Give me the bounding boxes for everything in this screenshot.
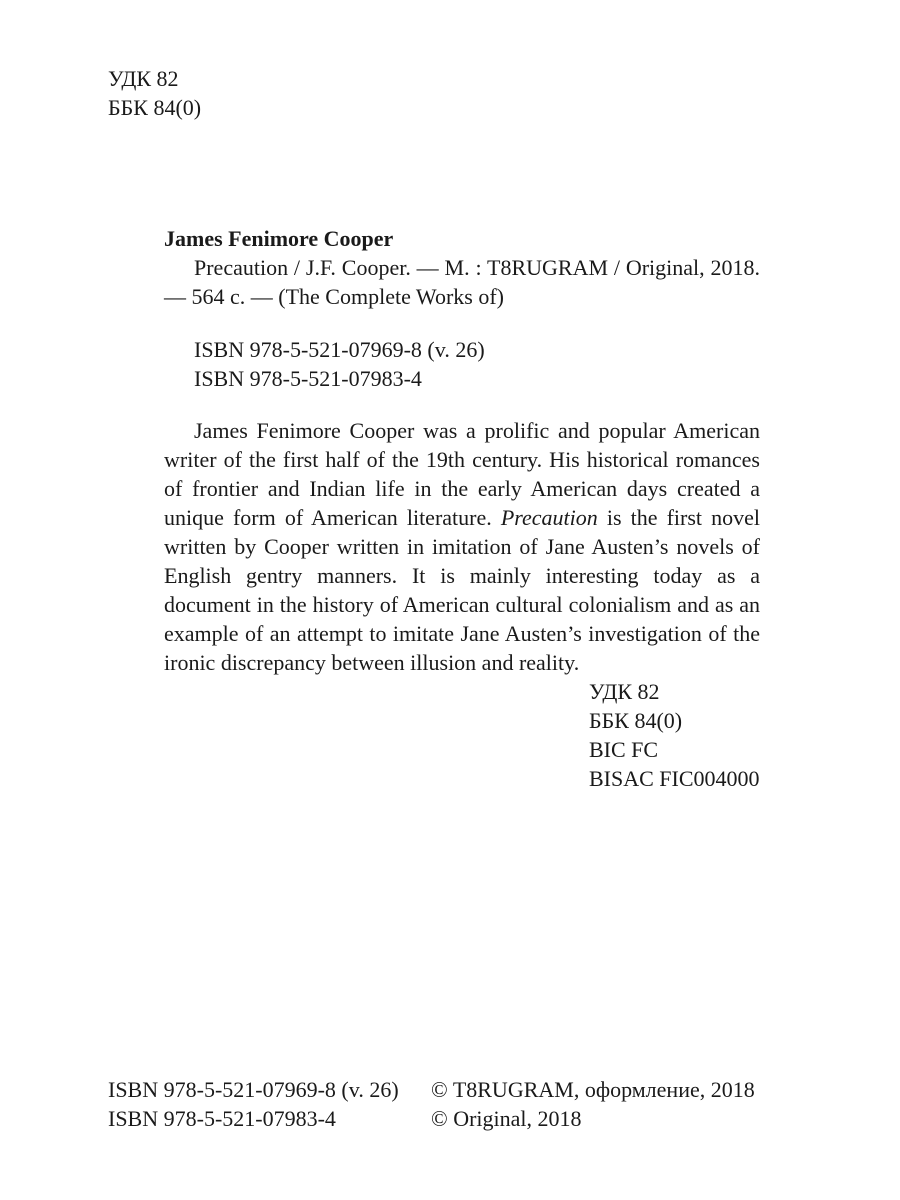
- bisac-code: BISAC FIC004000: [589, 766, 760, 791]
- bbk-code-right: ББК 84(0): [589, 708, 683, 733]
- isbn-list: [164, 335, 760, 393]
- copyright-design: © T8RUGRAM, оформление, 2018: [431, 1077, 755, 1102]
- udk-code-right: УДК 82: [589, 679, 660, 704]
- header-classification-codes: [108, 64, 201, 122]
- bbk-code: ББК 84(0): [108, 95, 202, 120]
- udk-code: УДК 82: [108, 66, 179, 91]
- abstract-book-title: Precaution: [500, 505, 598, 530]
- footer-isbn-volume: ISBN 978-5-521-07969-8 (v. 26): [108, 1077, 399, 1102]
- abstract-text-end: is the first novel written by Cooper written in imitation of Jane Austen’s novels of English gentry manners. It is mainly interesting today as a document in the history of American cultural colonialism and as an example of an attempt to imitate Jane Austen’s investigation of the ironic discrepancy between illusion and reality.: [164, 505, 760, 675]
- abstract-text-start: James Fenimore Cooper was a prolific and popular American writer of the first half of the 19th century. His historical romances of frontier and Indian life in the early American days created a unique form of American literature.: [164, 418, 760, 530]
- copyright-original: © Original, 2018: [431, 1106, 582, 1131]
- bic-code: BIC FC: [589, 737, 659, 762]
- footer-isbn-set: ISBN 978-5-521-07983-4: [108, 1106, 336, 1131]
- isbn-volume: ISBN 978-5-521-07969-8 (v. 26): [194, 337, 485, 362]
- author-name: James Fenimore Cooper: [164, 226, 394, 251]
- isbn-set: ISBN 978-5-521-07983-4: [194, 366, 422, 391]
- abstract-paragraph: [164, 416, 760, 677]
- footer-isbn-list: [108, 1075, 399, 1133]
- classification-codes: [589, 677, 760, 793]
- bibliographic-record: [164, 224, 760, 677]
- footer-copyright: [431, 1075, 755, 1133]
- bibliographic-description: Precaution / J.F. Cooper. — M. : T8RUGRAM / Original, 2018. — 564 c. — (The Complete Works of): [164, 255, 760, 309]
